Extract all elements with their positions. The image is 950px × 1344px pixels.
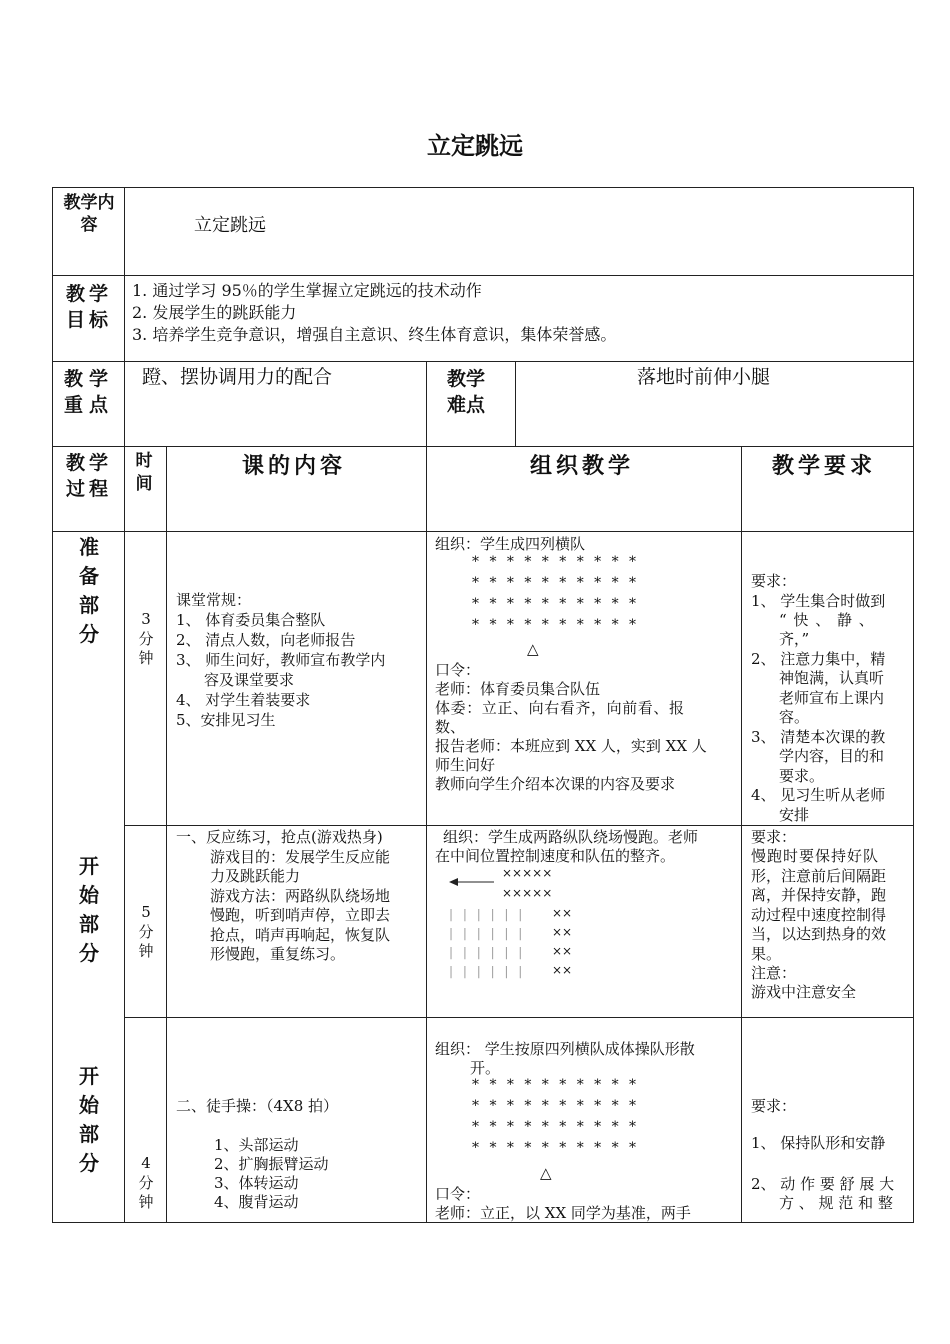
section-start-time: 5 分 钟 bbox=[138, 903, 154, 960]
key-point-text: 蹬、摆协调用力的配合 bbox=[142, 366, 333, 388]
goal-item-2: 2. 发展学生的跳跃能力 bbox=[132, 303, 297, 322]
section-prep-org-title: 组织：学生成四列横队 bbox=[435, 535, 586, 553]
header-requirements: 教学要求 bbox=[772, 454, 877, 479]
goal-item-1: 1. 通过学习 95％的学生掌握立定跳远的技术动作 bbox=[132, 281, 482, 300]
key-point-label: 教学重点 bbox=[63, 368, 114, 416]
header-content: 课的内容 bbox=[242, 454, 347, 479]
section-prep-label: 准 备 部 分 bbox=[79, 535, 99, 646]
section-start-label: 开 始 部 分 bbox=[79, 854, 99, 965]
difficulty-label: 教学难点 bbox=[446, 368, 485, 416]
header-organization: 组织教学 bbox=[530, 454, 635, 479]
page-title: 立定跳远 bbox=[427, 132, 523, 160]
difficulty-text: 落地时前伸小腿 bbox=[637, 366, 771, 388]
section-prep-time: 3 分 钟 bbox=[138, 610, 154, 667]
content-label: 教学内容 bbox=[63, 193, 115, 235]
teacher-triangle-icon: △ bbox=[527, 640, 539, 658]
section-start2-time: 4 分 钟 bbox=[138, 1154, 154, 1211]
header-time: 时间 bbox=[135, 451, 153, 494]
teacher-triangle-icon: △ bbox=[540, 1164, 552, 1182]
content-text: 立定跳远 bbox=[194, 215, 266, 236]
goal-item-3: 3. 培养学生竞争意识，增强自主意识、终生体育意识，集体荣誉感。 bbox=[132, 325, 617, 344]
header-process: 教学过程 bbox=[65, 452, 112, 500]
section-start2-label: 开 始 部 分 bbox=[79, 1064, 99, 1175]
arrow-left-icon bbox=[449, 876, 495, 888]
goals-label: 教学目标 bbox=[65, 283, 112, 331]
